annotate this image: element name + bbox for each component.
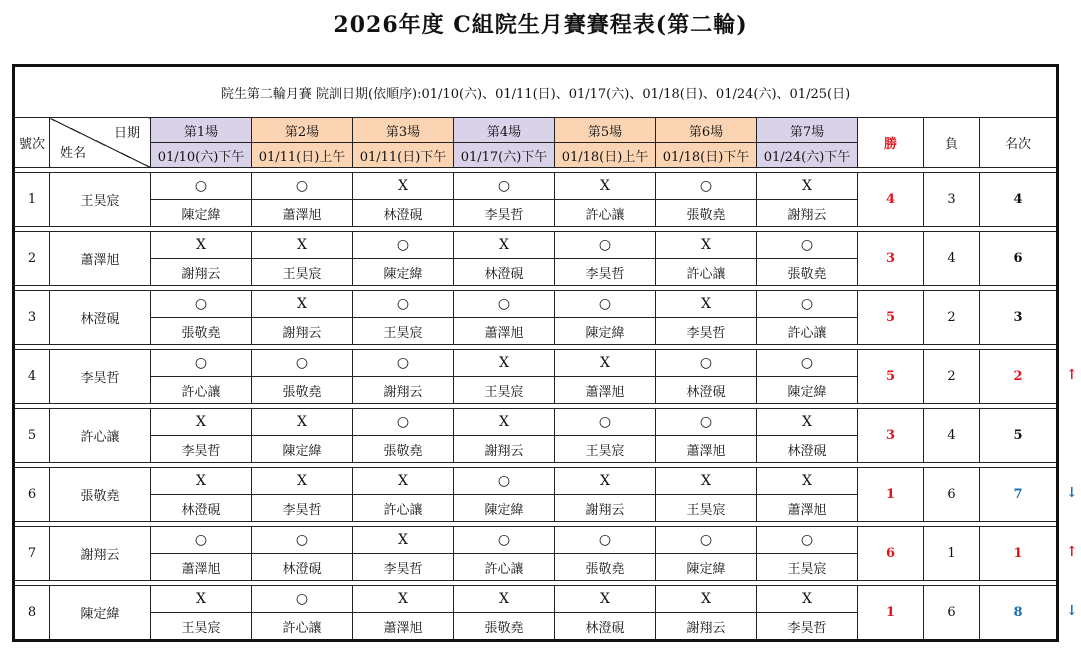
rank-header: 名次 xyxy=(980,118,1058,168)
date-header-label: 日期 xyxy=(113,126,140,141)
player-number: 7 xyxy=(14,527,50,581)
match-opponent: 王昊宸 xyxy=(757,554,858,581)
match-opponent: 蕭澤旭 xyxy=(757,495,858,522)
match-result: ○ xyxy=(252,527,353,554)
match-opponent: 林澄硯 xyxy=(252,554,353,581)
round-header-1: 第1場 xyxy=(151,118,252,143)
match-result: X xyxy=(252,468,353,495)
match-opponent: 李昊哲 xyxy=(454,200,555,227)
wins-count: 1 xyxy=(858,586,924,641)
match-opponent: 許心讓 xyxy=(656,259,757,286)
match-opponent: 許心讓 xyxy=(252,613,353,641)
match-result: X xyxy=(555,173,656,200)
round-header-3: 第3場 xyxy=(353,118,454,143)
match-result: ○ xyxy=(454,291,555,318)
loss-header: 負 xyxy=(924,118,980,168)
match-result: ○ xyxy=(353,232,454,259)
round-date-7: 01/24(六)下午 xyxy=(757,143,858,168)
page-title: 2026年度 C組院生月賽賽程表(第二輪) xyxy=(333,12,748,38)
match-result: ○ xyxy=(656,173,757,200)
losses-count: 2 xyxy=(924,291,980,345)
match-result: ○ xyxy=(555,527,656,554)
player-row xyxy=(14,527,1058,554)
match-result: X xyxy=(454,409,555,436)
match-result: X xyxy=(151,586,252,613)
match-result: ○ xyxy=(151,173,252,200)
match-result: X xyxy=(656,291,757,318)
match-result: X xyxy=(353,527,454,554)
schedule-table xyxy=(12,64,1059,642)
rank-value: 5 xyxy=(980,409,1058,463)
match-opponent: 許心讓 xyxy=(555,200,656,227)
match-result: X xyxy=(454,350,555,377)
match-result: X xyxy=(555,468,656,495)
match-opponent: 謝翔云 xyxy=(656,613,757,641)
round-header-5: 第5場 xyxy=(555,118,656,143)
match-opponent: 陳定緯 xyxy=(353,259,454,286)
player-name: 張敬堯 xyxy=(50,468,151,522)
match-result: X xyxy=(757,586,858,613)
match-result: ○ xyxy=(555,232,656,259)
player-name: 王昊宸 xyxy=(50,173,151,227)
player-number: 2 xyxy=(14,232,50,286)
match-opponent: 李昊哲 xyxy=(757,613,858,641)
match-result: ○ xyxy=(555,291,656,318)
match-opponent: 蕭澤旭 xyxy=(656,436,757,463)
match-result: X xyxy=(656,586,757,613)
match-opponent: 謝翔云 xyxy=(555,495,656,522)
wins-count: 5 xyxy=(858,350,924,404)
match-opponent: 張敬堯 xyxy=(454,613,555,641)
match-opponent: 謝翔云 xyxy=(757,200,858,227)
match-result: X xyxy=(555,586,656,613)
match-opponent: 謝翔云 xyxy=(454,436,555,463)
match-opponent: 李昊哲 xyxy=(555,259,656,286)
player-name: 許心讓 xyxy=(50,409,151,463)
match-opponent: 陳定緯 xyxy=(656,554,757,581)
round-date-6: 01/18(日)下午 xyxy=(656,143,757,168)
match-result: X xyxy=(656,468,757,495)
match-result: ○ xyxy=(555,409,656,436)
match-opponent: 李昊哲 xyxy=(151,436,252,463)
match-opponent: 林澄硯 xyxy=(353,200,454,227)
losses-count: 3 xyxy=(924,173,980,227)
match-result: X xyxy=(757,468,858,495)
match-opponent: 張敬堯 xyxy=(353,436,454,463)
match-opponent: 張敬堯 xyxy=(151,318,252,345)
wins-count: 3 xyxy=(858,409,924,463)
match-result: ○ xyxy=(151,527,252,554)
training-dates-banner: 院生第二輪月賽 院訓日期(依順序):01/10(六)、01/11(日)、01/17(六)、01/18(日)、01/24(六)、01/25(日) xyxy=(14,66,1058,118)
match-result: ○ xyxy=(353,409,454,436)
match-opponent: 張敬堯 xyxy=(757,259,858,286)
losses-count: 4 xyxy=(924,409,980,463)
match-result: X xyxy=(252,291,353,318)
match-result: ○ xyxy=(151,350,252,377)
round-date-2: 01/11(日)上午 xyxy=(252,143,353,168)
match-result: ○ xyxy=(252,350,353,377)
player-row xyxy=(14,350,1058,377)
player-row xyxy=(14,586,1058,613)
match-opponent: 陳定緯 xyxy=(454,495,555,522)
match-opponent: 李昊哲 xyxy=(252,495,353,522)
round-header-4: 第4場 xyxy=(454,118,555,143)
match-result: ○ xyxy=(252,586,353,613)
number-header: 號次 xyxy=(14,118,50,168)
rank-value: 1 xyxy=(980,527,1058,581)
match-opponent: 張敬堯 xyxy=(656,200,757,227)
match-result: X xyxy=(353,586,454,613)
match-opponent: 李昊哲 xyxy=(656,318,757,345)
match-opponent: 蕭澤旭 xyxy=(555,377,656,404)
match-opponent: 林澄硯 xyxy=(656,377,757,404)
round-date-4: 01/17(六)下午 xyxy=(454,143,555,168)
match-result: ○ xyxy=(757,350,858,377)
match-opponent: 許心讓 xyxy=(353,495,454,522)
match-opponent: 張敬堯 xyxy=(555,554,656,581)
match-result: X xyxy=(353,468,454,495)
losses-count: 6 xyxy=(924,586,980,641)
wins-count: 6 xyxy=(858,527,924,581)
player-number: 4 xyxy=(14,350,50,404)
rank-value: 3 xyxy=(980,291,1058,345)
losses-count: 1 xyxy=(924,527,980,581)
match-result: X xyxy=(757,409,858,436)
match-opponent: 王昊宸 xyxy=(252,259,353,286)
match-opponent: 陳定緯 xyxy=(151,200,252,227)
match-result: X xyxy=(252,232,353,259)
rank-up-arrow-icon: ↑ xyxy=(1066,543,1078,560)
match-opponent: 李昊哲 xyxy=(353,554,454,581)
date-name-header xyxy=(50,118,151,168)
match-result: ○ xyxy=(151,291,252,318)
player-name: 蕭澤旭 xyxy=(50,232,151,286)
wins-count: 3 xyxy=(858,232,924,286)
match-result: ○ xyxy=(656,527,757,554)
rank-value: 4 xyxy=(980,173,1058,227)
match-result: X xyxy=(555,350,656,377)
match-result: X xyxy=(151,232,252,259)
match-result: ○ xyxy=(757,527,858,554)
match-result: ○ xyxy=(757,291,858,318)
match-opponent: 陳定緯 xyxy=(555,318,656,345)
win-header: 勝 xyxy=(858,118,924,168)
rank-down-arrow-icon: ↓ xyxy=(1066,603,1078,619)
wins-count: 5 xyxy=(858,291,924,345)
round-date-1: 01/10(六)下午 xyxy=(151,143,252,168)
match-result: ○ xyxy=(252,173,353,200)
match-result: X xyxy=(454,586,555,613)
match-opponent: 許心讓 xyxy=(757,318,858,345)
player-number: 3 xyxy=(14,291,50,345)
match-opponent: 陳定緯 xyxy=(252,436,353,463)
player-number: 5 xyxy=(14,409,50,463)
match-opponent: 林澄硯 xyxy=(151,495,252,522)
match-result: ○ xyxy=(656,409,757,436)
match-opponent: 王昊宸 xyxy=(454,377,555,404)
player-row xyxy=(14,409,1058,436)
player-name: 李昊哲 xyxy=(50,350,151,404)
match-opponent: 許心讓 xyxy=(151,377,252,404)
losses-count: 6 xyxy=(924,468,980,522)
match-opponent: 林澄硯 xyxy=(555,613,656,641)
match-result: X xyxy=(353,173,454,200)
round-date-5: 01/18(日)上午 xyxy=(555,143,656,168)
match-opponent: 王昊宸 xyxy=(555,436,656,463)
player-number: 6 xyxy=(14,468,50,522)
match-result: ○ xyxy=(353,291,454,318)
losses-count: 4 xyxy=(924,232,980,286)
player-row xyxy=(14,468,1058,495)
rank-value: 7 xyxy=(980,468,1058,522)
match-result: X xyxy=(151,468,252,495)
match-opponent: 蕭澤旭 xyxy=(151,554,252,581)
match-opponent: 蕭澤旭 xyxy=(454,318,555,345)
match-opponent: 蕭澤旭 xyxy=(353,613,454,641)
rank-value: 6 xyxy=(980,232,1058,286)
match-result: ○ xyxy=(454,468,555,495)
player-name: 林澄硯 xyxy=(50,291,151,345)
match-opponent: 林澄硯 xyxy=(454,259,555,286)
player-row xyxy=(14,291,1058,318)
round-header-6: 第6場 xyxy=(656,118,757,143)
player-name: 謝翔云 xyxy=(50,527,151,581)
match-result: X xyxy=(151,409,252,436)
match-result: ○ xyxy=(656,350,757,377)
match-opponent: 謝翔云 xyxy=(353,377,454,404)
rank-up-arrow-icon: ↑ xyxy=(1066,366,1078,383)
player-number: 1 xyxy=(14,173,50,227)
match-result: X xyxy=(252,409,353,436)
rank-down-arrow-icon: ↓ xyxy=(1066,484,1078,501)
match-result: ○ xyxy=(454,527,555,554)
match-opponent: 謝翔云 xyxy=(151,259,252,286)
losses-count: 2 xyxy=(924,350,980,404)
match-result: X xyxy=(757,173,858,200)
match-opponent: 林澄硯 xyxy=(757,436,858,463)
match-opponent: 陳定緯 xyxy=(757,377,858,404)
match-opponent: 謝翔云 xyxy=(252,318,353,345)
match-result: X xyxy=(656,232,757,259)
rank-value: 8 xyxy=(980,586,1058,641)
match-result: ○ xyxy=(353,350,454,377)
round-header-2: 第2場 xyxy=(252,118,353,143)
match-result: ○ xyxy=(757,232,858,259)
match-opponent: 王昊宸 xyxy=(151,613,252,641)
name-header-label: 姓名 xyxy=(60,146,87,161)
player-name: 陳定緯 xyxy=(50,586,151,641)
round-header-7: 第7場 xyxy=(757,118,858,143)
match-result: ○ xyxy=(454,173,555,200)
player-number: 8 xyxy=(14,586,50,641)
match-opponent: 蕭澤旭 xyxy=(252,200,353,227)
player-row xyxy=(14,173,1058,200)
match-opponent: 張敬堯 xyxy=(252,377,353,404)
match-opponent: 王昊宸 xyxy=(656,495,757,522)
wins-count: 4 xyxy=(858,173,924,227)
match-opponent: 許心讓 xyxy=(454,554,555,581)
round-date-3: 01/11(日)下午 xyxy=(353,143,454,168)
match-opponent: 王昊宸 xyxy=(353,318,454,345)
rank-value: 2 xyxy=(980,350,1058,404)
player-row xyxy=(14,232,1058,259)
match-result: X xyxy=(454,232,555,259)
wins-count: 1 xyxy=(858,468,924,522)
